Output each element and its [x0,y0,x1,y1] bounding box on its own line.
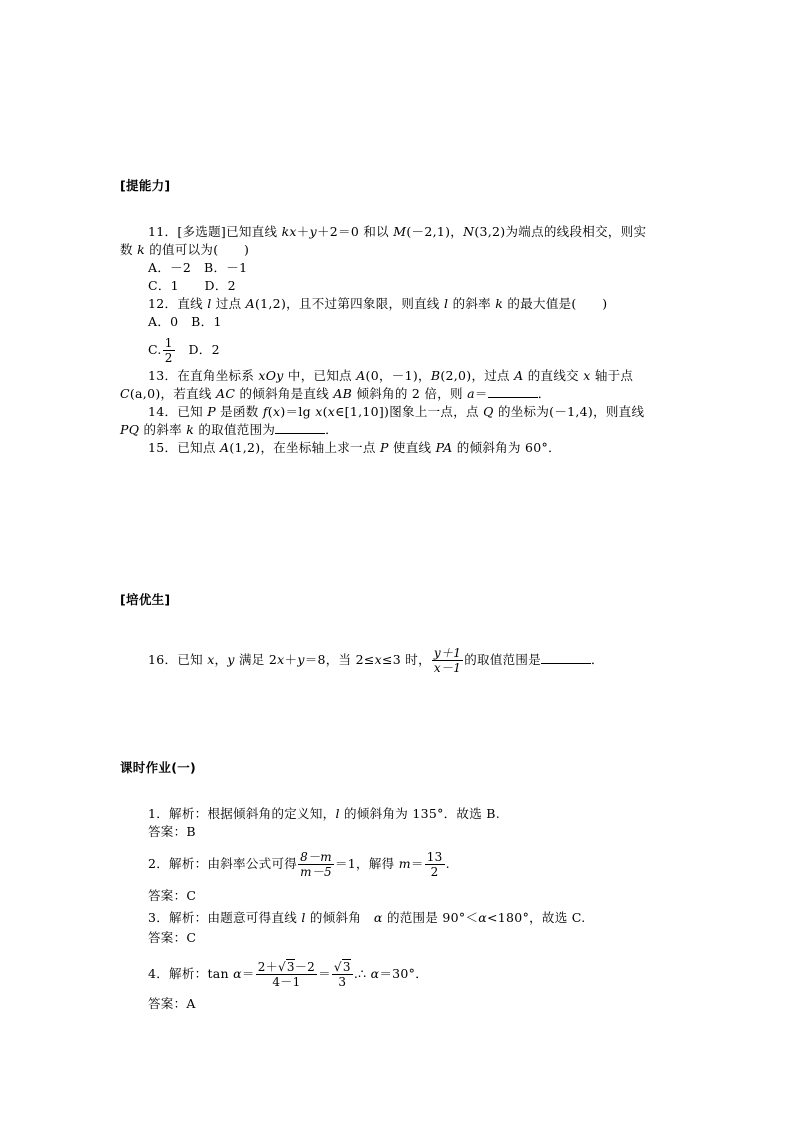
q12-option-d: D．2 [188,342,220,357]
question-13-line-2 [120,386,551,402]
a1-text: 1．解析：根据倾斜角的定义知， [148,806,336,821]
a4-text: ＝30°． [379,966,429,981]
q16-var-x: x [277,652,285,667]
q14-text: 的取值范围为 [194,422,276,437]
q11-text: (－2,1)， [406,224,464,239]
a2-text: ＝1，解得 [334,856,399,871]
q13-text: ＝ [474,386,488,401]
q11-var-k: k [137,242,145,257]
a4-fraction-result [332,960,353,989]
q13-text: 的直线交 [523,368,584,383]
q14-text: 是函数 [215,404,263,419]
a3-text: 的范围是 90°＜ [382,910,479,925]
q13-text: ，若直线 [160,386,216,401]
q16-var-x: x [374,652,382,667]
fraction-denominator: 2 [430,865,439,879]
q12-option-c-fraction [163,336,175,365]
a4-text: .∴ [353,966,371,981]
q16-text: ≤3 时， [382,652,431,667]
question-12-options-cd [148,336,220,365]
q11-var-y: y [309,224,317,239]
answer-blank[interactable] [488,386,538,398]
answer-4-analysis [148,960,428,989]
fraction-numerator: 8－m [300,850,332,864]
section-heading-homework: 课时作业(一) [120,760,197,775]
a4-text: ＝ [241,966,255,981]
q16-number: 16． [148,652,178,667]
q11-point-n: N [463,224,475,239]
q16-text: 的取值范围是 [464,652,542,667]
q11-text: ＋ [296,224,310,239]
q15-point-a: A [220,440,230,455]
q12-text: (1,2)，且不过第四象限，则直线 [254,296,444,311]
q14-point-q: Q [483,404,494,419]
q14-line-pq: PQ [120,422,140,437]
question-14-line-1 [148,404,644,420]
fraction-numerator: y＋1 [433,646,462,660]
a3-text: 3．解析：由题意可得直线 [148,910,302,925]
question-14-line-2 [120,422,338,438]
q13-text: ． [537,386,551,401]
fraction-denominator: 4－1 [272,975,301,989]
a1-text: 的倾斜角为 135°．故选 B. [339,806,501,821]
q14-text: ． [325,422,338,437]
a2-text: 2．解析：由斜率公式可得 [148,856,298,871]
q14-var-x: x [315,404,323,419]
q14-text: 的坐标为(－1,4)，则直线 [493,404,645,419]
question-11-line-1 [148,224,646,240]
q13-point-a: A [356,368,366,383]
answer-2-analysis [148,850,450,879]
q11-text: 的值可以为( ) [144,242,250,257]
q15-text: 的倾斜角为 60°． [452,440,561,455]
q12-option-c-label: C. [148,342,162,357]
question-13-line-1 [148,368,633,384]
q16-text: ＋ [284,652,298,667]
question-11-line-2 [120,242,249,258]
q16-fraction [432,646,463,675]
q13-text: (a,0) [129,386,161,401]
q11-point-m: M [393,224,407,239]
q13-number: 13． [148,368,178,383]
fraction-numerator: 2＋√3－2 [257,960,316,974]
numerator-part: －2 [294,960,316,974]
q13-var-x: x [583,368,591,383]
a2-fraction-slope [298,850,334,879]
q14-text: ( [322,404,328,419]
q12-text: 直线 [177,296,208,311]
question-16-line-1 [148,646,604,675]
q14-text: 的斜率 [139,422,187,437]
q16-text: ＝8，当 2≤ [304,652,375,667]
answer-1-result: 答案：B [148,824,196,839]
q11-var-kx: kx [281,224,297,239]
q14-func-f: f [262,404,268,419]
q13-point-c: C [120,386,130,401]
q16-var-x: x [207,652,215,667]
q14-text: ( [267,404,273,419]
q13-var-xoy: xOy [258,368,284,383]
answer-3-analysis [148,910,585,926]
fraction-numerator: √3 [333,960,351,974]
q13-text: (2,0)，过点 [440,368,515,383]
fraction-denominator: 2 [164,351,173,365]
numerator-part: 2＋ [257,960,278,974]
q16-text: 满足 2 [234,652,278,667]
q13-point-a: A [514,368,524,383]
a2-text: . [445,856,450,871]
a3-text: 的倾斜角 [305,910,374,925]
section-heading-tinengli: [提能力] [120,178,171,193]
fraction-denominator: x－1 [433,661,462,675]
q13-text: (0，－1)， [365,368,431,383]
a2-text: ＝ [410,856,424,871]
question-11-options-cd: C．1 D．2 [148,278,236,293]
q15-text: (1,2)，在坐标轴上求一点 [229,440,380,455]
q14-number: 14． [148,404,178,419]
answer-1-analysis [148,806,500,822]
q14-var-x: x [272,404,281,419]
question-12-line-1 [148,296,607,312]
q16-text: ， [214,652,228,667]
q14-var-k: k [186,422,195,437]
q11-text: ＋2＝0 和以 [316,224,394,239]
q12-point-a: A [245,296,255,311]
q13-text: 轴于点 [590,368,634,383]
q12-var-l: l [207,296,212,311]
q13-text: 中，已知点 [283,368,357,383]
q14-text: ∈[1,10])图象上一点，点 [335,404,484,419]
q12-var-l: l [444,296,449,311]
q11-text: 已知直线 [226,224,282,239]
q13-text: 的倾斜角是直线 [235,386,334,401]
section-heading-peiyousheng: [培优生] [120,592,171,607]
q11-multi-select-tag: [多选题] [177,224,227,239]
q15-text: 已知点 [177,440,220,455]
q15-text: 使直线 [388,440,436,455]
q15-line-pa: PA [435,440,453,455]
question-12-options-ab: A．0 B．1 [148,314,222,329]
answer-blank[interactable] [541,652,591,664]
a4-text: 4．解析：tan [148,966,234,981]
a3-var-l: l [301,910,306,925]
answer-blank[interactable] [275,422,325,434]
q12-var-k: k [495,296,504,311]
a4-fraction-tan [256,960,317,989]
q13-point-b: B [430,368,441,383]
q11-number: 11． [148,224,178,239]
fraction-denominator: m－5 [300,865,332,879]
q16-var-y: y [227,652,235,667]
q11-text: (3,2)为端点的线段相交，则实 [474,224,647,239]
q12-text: 的斜率 [448,296,496,311]
answer-3-result: 答案：C [148,930,197,945]
a3-var-alpha: α [373,910,383,925]
q16-text: ． [591,652,604,667]
q13-text: 倾斜角的 2 倍，则 [352,386,468,401]
q16-var-y: y [297,652,305,667]
q16-text: 已知 [177,652,208,667]
a4-text: ＝ [318,966,331,981]
q14-var-x: x [327,404,336,419]
answer-4-result: 答案：A [148,996,196,1011]
a4-var-alpha: α [370,966,380,981]
answer-2-result: 答案：C [148,888,197,903]
a2-var-m: m [398,856,411,871]
a1-var-l: l [335,806,340,821]
question-15-line-1 [148,440,561,456]
q13-var-a: a [467,386,475,401]
sqrt-radicand: 3 [286,960,295,974]
q14-text: )＝lg [280,404,316,419]
question-11-options-ab: A．－2 B．－1 [148,260,248,275]
a2-fraction-result [425,850,445,879]
fraction-denominator: 3 [338,975,347,989]
fraction-numerator: 13 [426,850,443,864]
q14-point-p: P [207,404,216,419]
q15-point-p: P [379,440,389,455]
q13-line-ab: AB [333,386,353,401]
q15-number: 15． [148,440,178,455]
fraction-numerator: 1 [164,336,173,350]
a3-var-alpha: α [478,910,488,925]
q12-number: 12． [148,296,178,311]
q11-text: 数 [120,242,138,257]
q12-text: 过点 [211,296,246,311]
q13-text: 在直角坐标系 [177,368,259,383]
q14-text: 已知 [177,404,208,419]
sqrt-radicand: 3 [342,960,351,974]
a4-var-alpha: α [233,966,242,981]
q13-line-ac: AC [216,386,236,401]
a3-text: <180°，故选 C. [487,910,586,925]
q12-text: 的最大值是( ) [503,296,608,311]
